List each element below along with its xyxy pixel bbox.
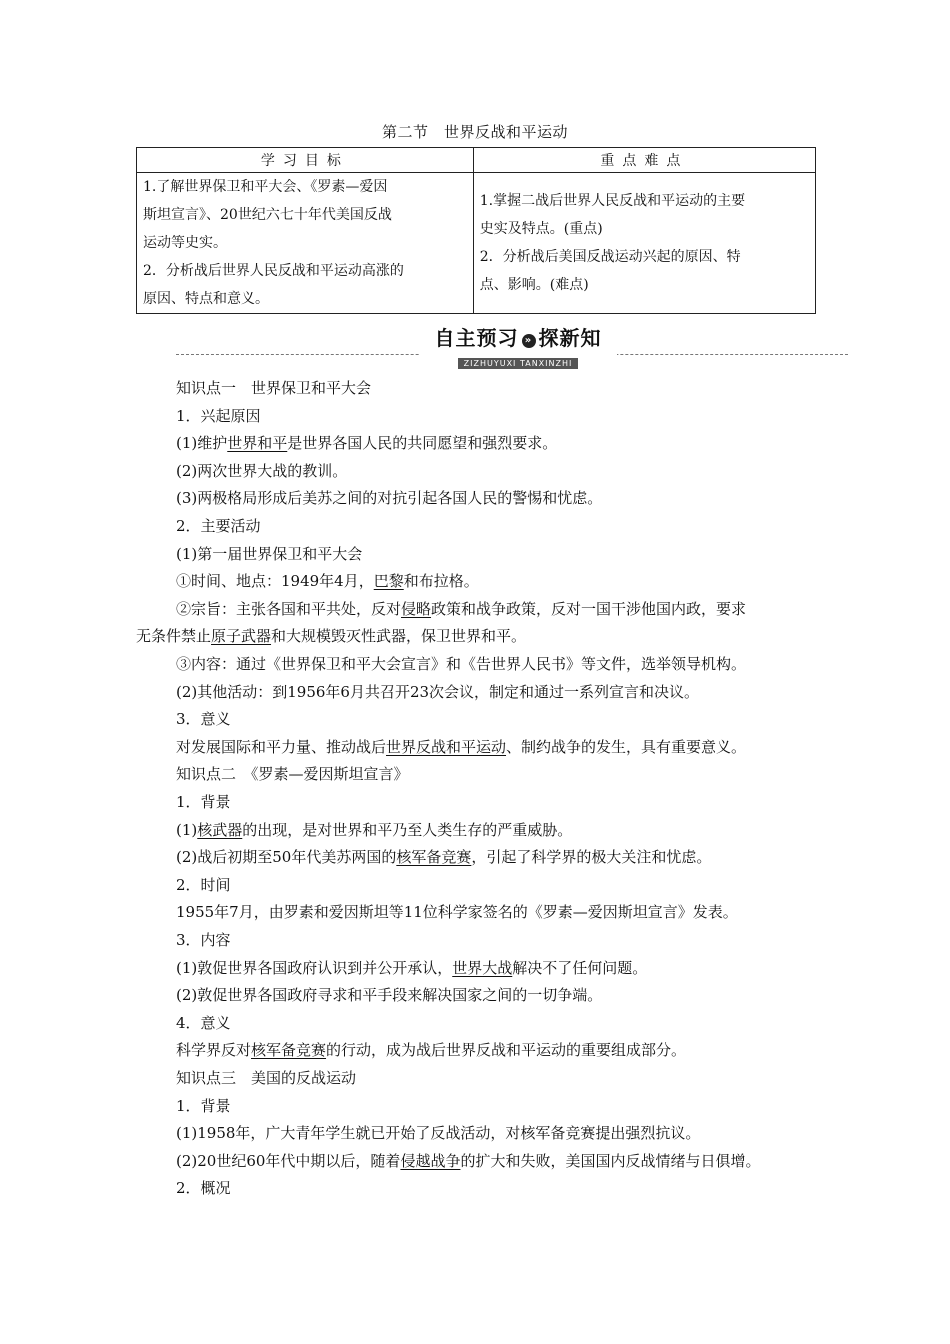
banner-pinyin: ZIZHUYUXI TANXINZHI [458, 358, 579, 369]
double-arrow-icon: » [522, 334, 536, 348]
text-line [176, 374, 371, 402]
line-text: 和布拉格。 [403, 572, 479, 591]
text-line [176, 1064, 356, 1092]
line-text: (1)维护 [176, 434, 228, 453]
line-text: (1)敦促世界各国政府认识到并公开承认， [176, 958, 453, 977]
line-text: (2)敦促世界各国政府寻求和平手段来解决国家之间的一切争端。 [176, 986, 603, 1005]
underlined-keyword: 原子武器 [211, 627, 272, 646]
line-text: 的出现，是对世界和平乃至人类生存的严重威胁。 [242, 820, 573, 839]
section-banner [176, 325, 848, 368]
keypoints-cell [473, 173, 815, 314]
underlined-keyword: 侵越战争 [400, 1151, 461, 1170]
line-text: 政策和战争政策，反对一国干涉他国内政，要求 [431, 599, 747, 618]
goals-header: 学习目标 [137, 148, 474, 173]
line-text: 科学界反对 [176, 1041, 252, 1060]
text-line [176, 1147, 760, 1175]
line-text: (2)两次世界大战的教训。 [176, 461, 348, 480]
text-line [176, 1009, 231, 1037]
line-text: 1．背景 [176, 1096, 231, 1115]
underlined-keyword: 侵略 [401, 599, 432, 618]
underlined-keyword: 世界大战 [452, 958, 513, 977]
line-text: (2)其他活动：到1956年6月共召开23次会议，制定和通过一系列宣言和决议。 [176, 682, 700, 701]
line-text: 无条件禁止 [136, 627, 212, 646]
line-text: 对发展国际和平力量、推动战后 [176, 737, 387, 756]
text-line [176, 843, 711, 871]
underlined-keyword: 核军备竞赛 [251, 1041, 327, 1060]
text-line [176, 595, 746, 623]
banner-part1: 自主预习 [434, 326, 519, 350]
text-line [176, 650, 746, 678]
line-text: 2．时间 [176, 875, 231, 894]
underlined-keyword: 核武器 [197, 820, 243, 839]
text-line [176, 429, 557, 457]
line-text: (1)1958年，广大青年学生就已开始了反战活动，对核军备竞赛提出强烈抗议。 [176, 1124, 701, 1143]
text-line [176, 457, 347, 485]
keypoints-line: 1.掌握二战后世界人民反战和平运动的主要 [479, 193, 746, 209]
line-text: 1．兴起原因 [176, 406, 261, 425]
page-title: 第二节 世界反战和平运动 [381, 123, 568, 141]
goals-line: 斯坦宣言》、20世纪六七十年代美国反战 [143, 207, 392, 223]
line-text: 、制约战争的发生，具有重要意义。 [506, 737, 747, 756]
text-line [176, 705, 231, 733]
line-text: 知识点二 《罗素—爱因斯坦宣言》 [176, 765, 409, 784]
goals-line: 2．分析战后世界人民反战和平运动高涨的 [143, 263, 404, 279]
underlined-keyword: 世界反战和平运动 [386, 737, 507, 756]
text-line [176, 484, 602, 512]
text-line [176, 898, 738, 926]
line-text: (2)20世纪60年代中期以后，随着 [176, 1151, 401, 1170]
line-text: 3．内容 [176, 931, 231, 949]
line-text: ，引起了科学界的极大关注和忧虑。 [471, 848, 712, 867]
keypoints-header: 重点难点 [473, 148, 815, 173]
text-line [176, 760, 409, 788]
text-line [176, 871, 231, 899]
text-line [176, 402, 261, 430]
line-text: ③内容：通过《世界保卫和平大会宣言》和《告世界人民书》等文件，选举领导机构。 [176, 655, 747, 673]
line-text: 2．概况 [176, 1179, 231, 1198]
goals-table [136, 147, 816, 314]
goals-line: 运动等史实。 [143, 235, 227, 251]
line-text: (1) [176, 820, 198, 839]
line-text: 1955年7月，由罗素和爱因斯坦等11位科学家签名的《罗素—爱因斯坦宣言》发表。 [176, 903, 738, 922]
text-line [176, 567, 479, 595]
banner-part2: 探新知 [538, 326, 602, 350]
line-text: 的扩大和失败，美国国内反战情绪与日俱增。 [460, 1151, 761, 1170]
line-text: 3．意义 [176, 710, 231, 729]
line-text: ②宗旨：主张各国和平共处，反对 [176, 599, 402, 618]
goals-line: 原因、特点和意义。 [143, 291, 269, 307]
text-line [176, 540, 362, 568]
line-text: 知识点一 世界保卫和平大会 [176, 379, 372, 397]
banner-label [419, 325, 617, 368]
text-line [176, 1119, 700, 1147]
line-text: 知识点三 美国的反战运动 [176, 1069, 357, 1087]
goals-cell [137, 173, 474, 314]
text-line [176, 926, 231, 954]
text-line [176, 512, 261, 540]
keypoints-line: 点、影响。(难点) [479, 277, 589, 293]
line-text: 的行动，成为战后世界反战和平运动的重要组成部分。 [326, 1041, 687, 1060]
underlined-keyword: 世界和平 [227, 434, 288, 453]
text-line [176, 733, 746, 761]
keypoints-line: 2．分析战后美国反战运动兴起的原因、特 [479, 249, 741, 265]
goals-line: 1.了解世界保卫和平大会、《罗素—爱因 [143, 179, 388, 195]
line-text: ①时间、地点：1949年4月， [176, 572, 374, 591]
text-line [176, 954, 647, 982]
text-line [176, 788, 231, 816]
line-text: 1．背景 [176, 793, 231, 811]
line-text: 解决不了任何问题。 [512, 958, 648, 977]
line-text: 2．主要活动 [176, 517, 261, 535]
text-line [136, 622, 526, 650]
line-text: (1)第一届世界保卫和平大会 [176, 544, 363, 563]
text-line [176, 1092, 231, 1120]
underlined-keyword: 巴黎 [373, 572, 404, 591]
text-line [176, 981, 602, 1009]
line-text: 是世界各国人民的共同愿望和强烈要求。 [287, 434, 558, 453]
line-text: (3)两极格局形成后美苏之间的对抗引起各国人民的警惕和忧虑。 [176, 489, 603, 508]
line-text: 和大规模毁灭性武器，保卫世界和平。 [271, 627, 527, 646]
line-text: 4．意义 [176, 1013, 231, 1032]
keypoints-line: 史实及特点。(重点) [479, 221, 603, 237]
text-line [176, 816, 572, 844]
underlined-keyword: 核军备竞赛 [396, 848, 472, 867]
text-line [176, 678, 699, 706]
text-line [176, 1036, 686, 1064]
text-line [176, 1174, 231, 1202]
line-text: (2)战后初期至50年代美苏两国的 [176, 848, 397, 867]
